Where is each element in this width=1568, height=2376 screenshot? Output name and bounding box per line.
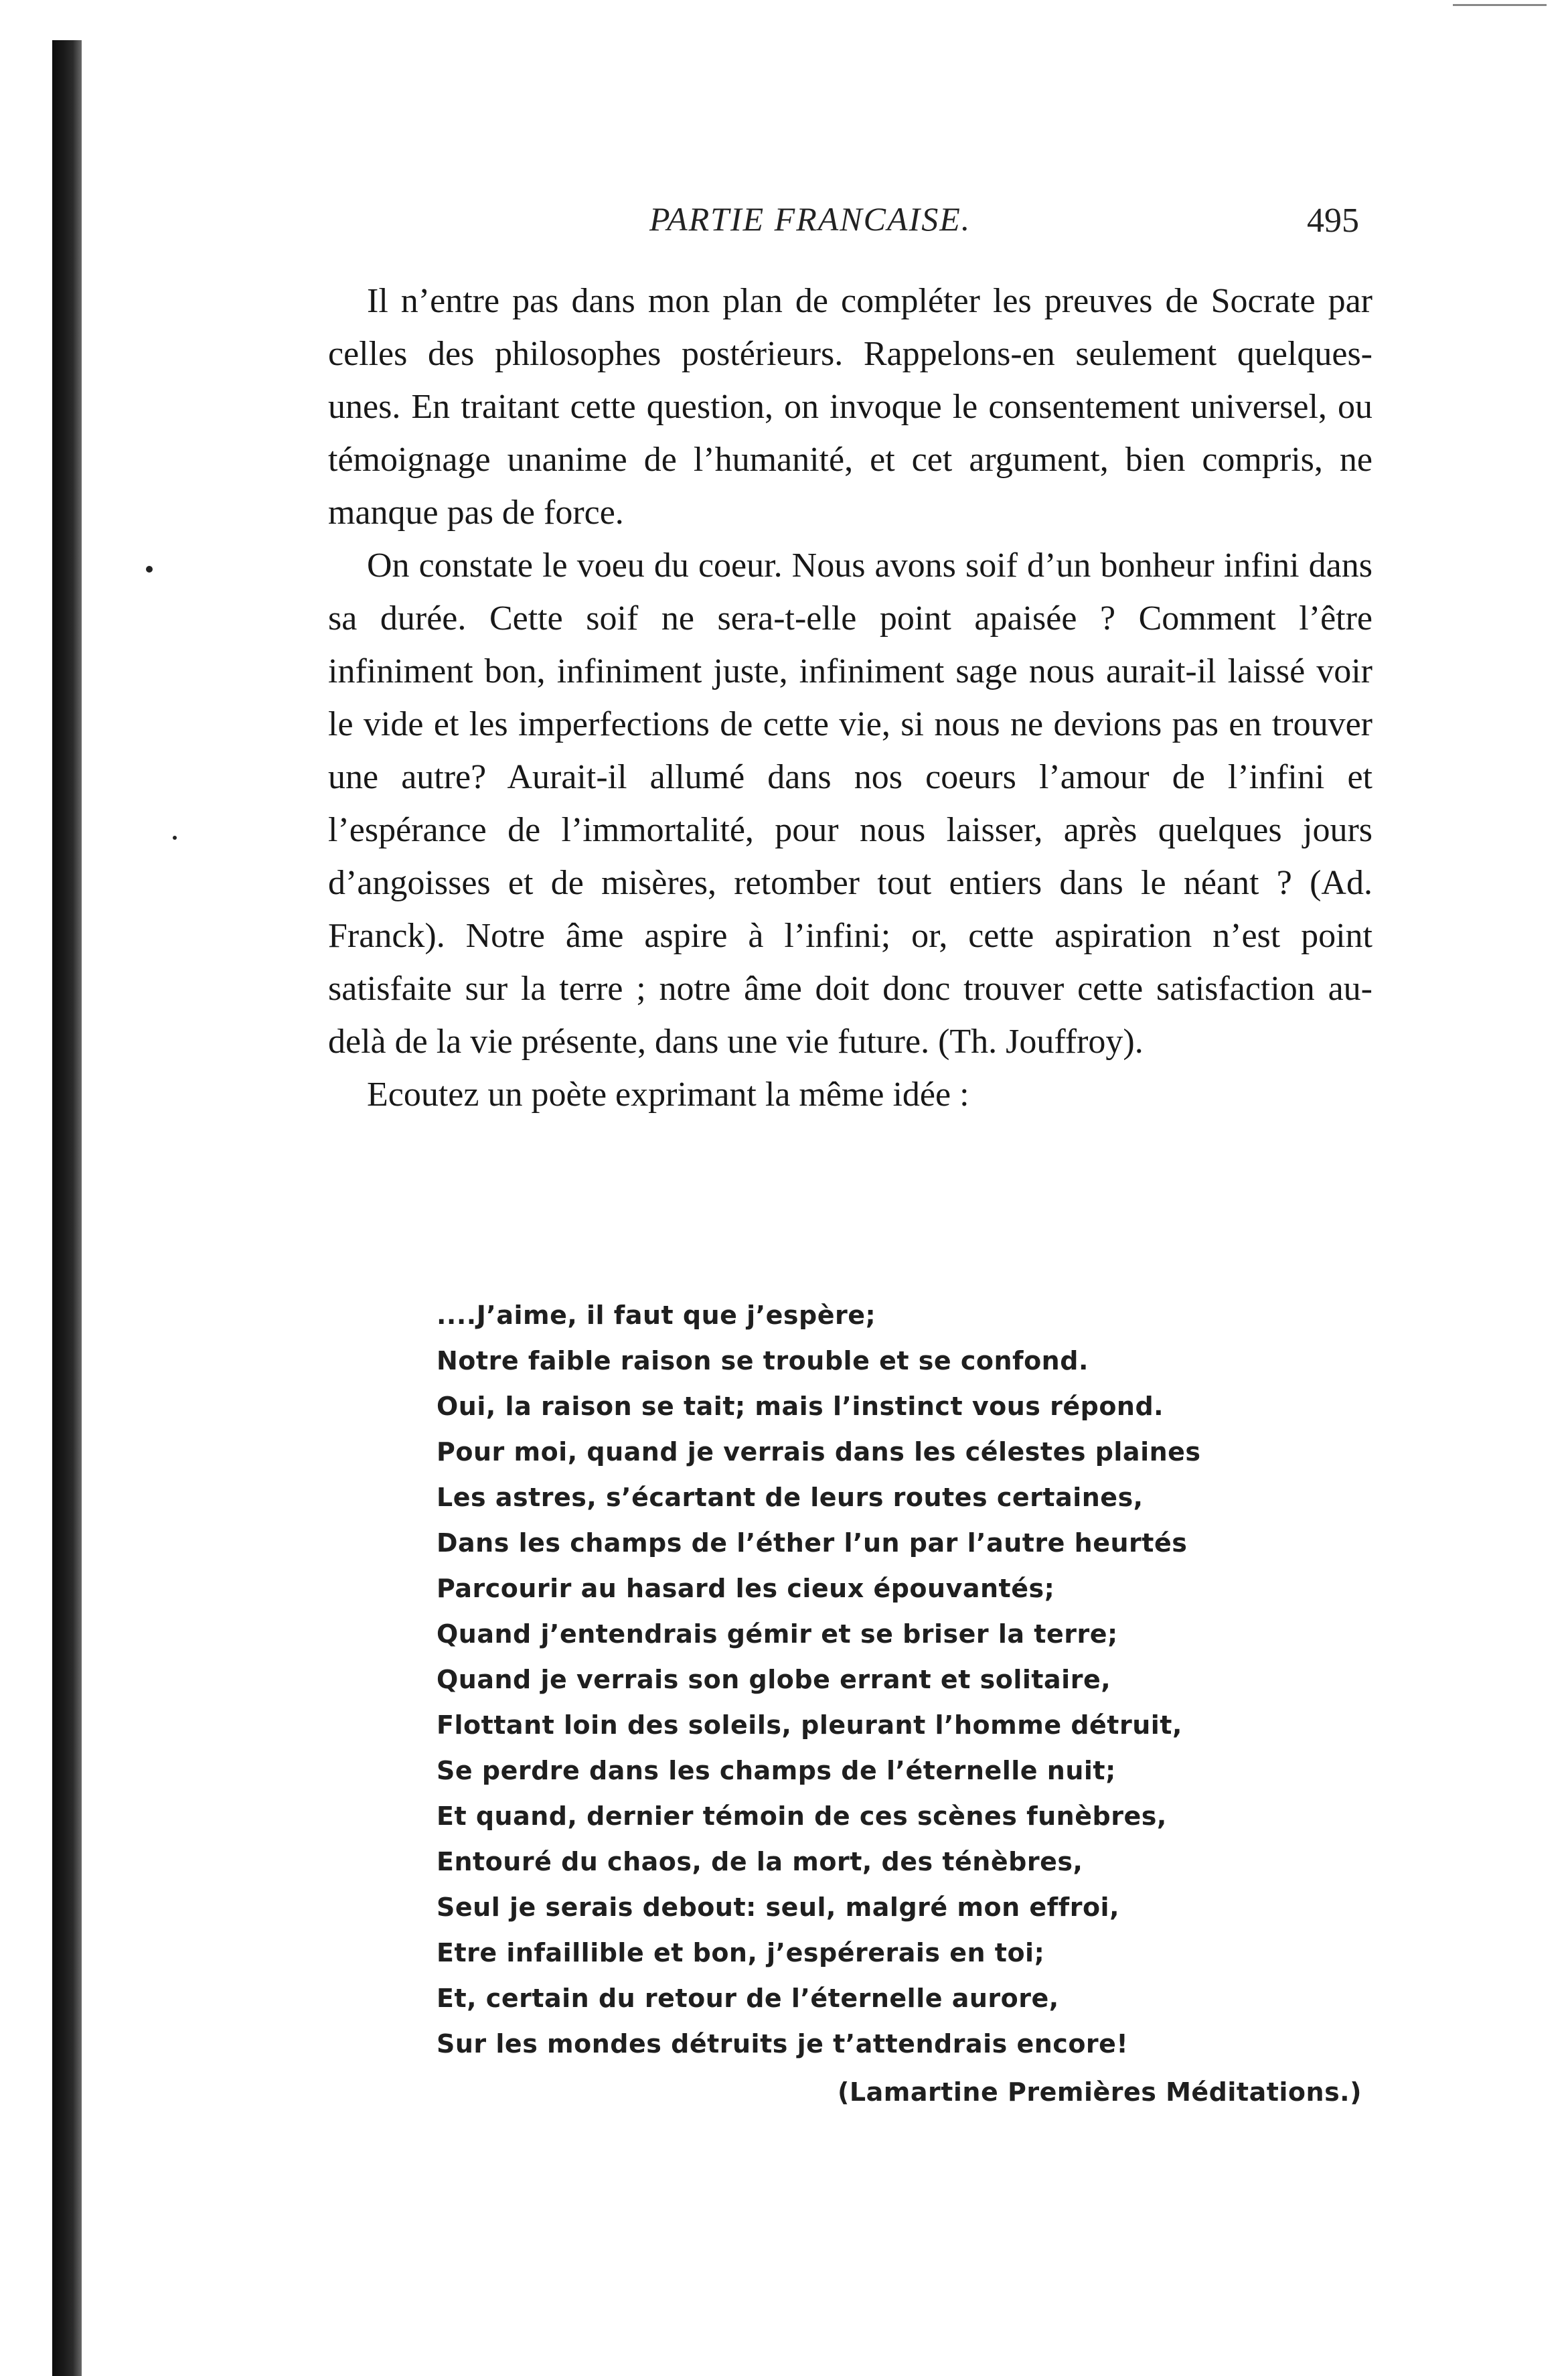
poem-line: Sur les mondes détruits je t’attendrais encore!	[437, 2029, 1129, 2059]
poem-line: Oui, la raison se tait; mais l’instinct vous répond.	[437, 1392, 1164, 1421]
page-number: 495	[1307, 202, 1359, 240]
poem-line: Et quand, dernier témoin de ces scènes funèbres,	[437, 1801, 1167, 1831]
scan-speck	[146, 566, 153, 573]
poem-line: Flottant loin des soleils, pleurant l’homme détruit,	[437, 1710, 1182, 1740]
poem-line: Seul je serais debout: seul, malgré mon effroi,	[437, 1892, 1120, 1922]
paragraph: Il n’entre pas dans mon plan de compléter les preuves de Socrate par celles des philosophes postérieurs. Rappelons-en seulement quelques-unes. En traitant cette question, on invoque le consentement universel, ou témoignage unanime de l’humanité, et cet argument, bien compris, ne manque pas de force.	[328, 282, 1373, 532]
poem-line: Pour moi, quand je verrais dans les célestes plaines	[437, 1437, 1201, 1467]
poem-line: Quand je verrais son globe errant et solitaire,	[437, 1665, 1111, 1694]
scan-rule	[1453, 4, 1547, 6]
poem-line: Parcourir au hasard les cieux épouvantés;	[437, 1574, 1055, 1603]
binding-edge	[52, 40, 82, 2376]
poem-block	[437, 1292, 1374, 2067]
poem-line: Se perdre dans les champs de l’éternelle nuit;	[437, 1756, 1116, 1785]
poem-line: Notre faible raison se trouble et se confond.	[437, 1346, 1089, 1376]
poem-line: Les astres, s’écartant de leurs routes certaines,	[437, 1483, 1144, 1512]
poem-line: Dans les champs de l’éther l’un par l’autre heurtés	[437, 1528, 1188, 1558]
page-header	[328, 200, 1373, 253]
poem-line: ....J’aime, il faut que j’espère;	[437, 1301, 876, 1330]
paragraph: On constate le voeu du coeur. Nous avons soif d’un bonheur infini dans sa durée. Cette soif ne sera-t-elle point apaisée ? Comment l’être infiniment bon, infiniment juste, infiniment sage nous aurait-il laissé voir le vide et les imperfections de cette vie, si nous ne devions pas en trouver une autre? Aurait-il allumé dans nos coeurs l’amour de l’infini et l’espérance de l’immortalité, pour nous laisser, après quelques jours d’angoisses et de misères, retomber tout entiers dans le néant ? (Ad. Franck). Notre âme aspire à l’infini; or, cette aspiration n’est point satisfaite sur la terre ; notre âme doit donc trouver cette satisfaction au-delà de la vie présente, dans une vie future. (Th. Jouffroy).	[328, 546, 1373, 1061]
poem-line: Etre infaillible et bon, j’espérerais en toi;	[437, 1938, 1045, 1967]
poem-line: Entouré du chaos, de la mort, des ténèbres,	[437, 1847, 1083, 1876]
scan-speck	[173, 836, 177, 840]
poem-line: Quand j’entendrais gémir et se briser la terre;	[437, 1619, 1118, 1649]
paragraph: Ecoutez un poète exprimant la même idée :	[367, 1075, 969, 1114]
prose-body	[328, 275, 1373, 1121]
poem-attribution: (Lamartine Premières Méditations.)	[838, 2077, 1362, 2107]
poem-line: Et, certain du retour de l’éternelle aurore,	[437, 1984, 1059, 2013]
running-head: PARTIE FRANCAISE.	[649, 200, 971, 238]
